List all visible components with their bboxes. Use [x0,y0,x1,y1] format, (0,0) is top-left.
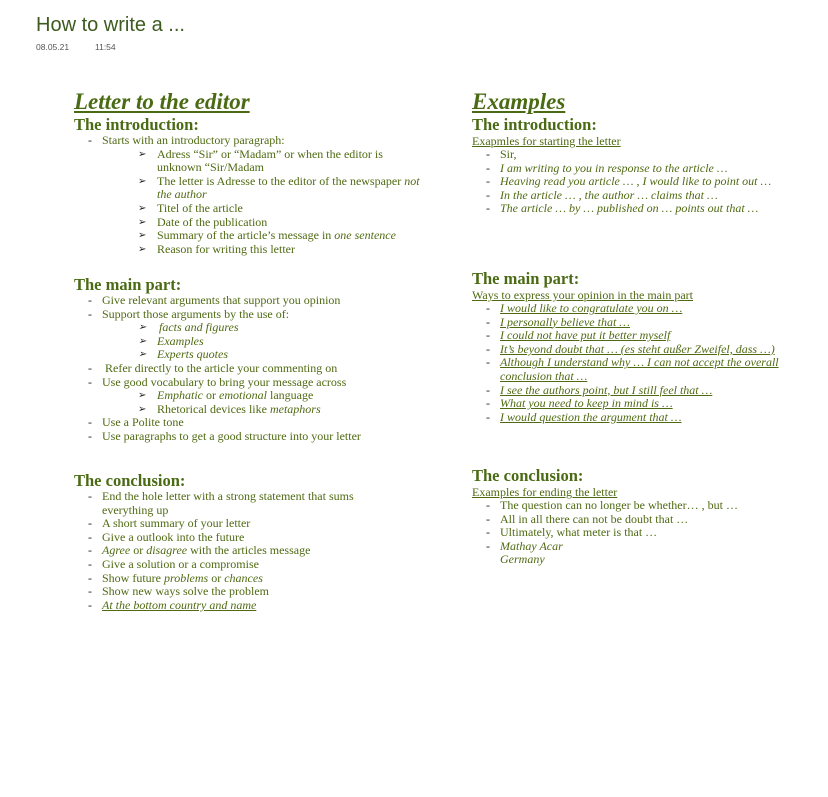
list-item: - I personally believe that … [472,316,817,330]
left-heading: Letter to the editor [74,89,250,114]
list-item [102,403,361,417]
list-item-emphasis: metaphors [269,401,321,416]
list-item: - I see the authors point, but I still feel that … [472,384,817,398]
list-item: - Use a Polite tone [74,416,361,430]
right-conclusion-title: The conclusion: [472,466,584,485]
page-time: 11:54 [95,42,116,52]
list-item: - I would question the argument that … [472,411,817,425]
right-main-title: The main part: [472,269,580,288]
list-item: - The article … by … published on … points out that … [472,202,771,216]
list-item: ➢ Reason for writing this letter [102,243,424,257]
list-item: ➢ Examples [102,335,361,349]
list-item-text: Support those arguments by the use of: [102,306,290,321]
list-item-text: Use good vocabulary to bring your message across [102,374,347,389]
right-intro-title: The introduction: [472,115,597,134]
list-item: - A short summary of your letter [74,517,374,531]
list-item-text: or [203,388,219,403]
list-item [102,389,361,403]
right-conclusion-subtitle: Examples for ending the letter [472,485,618,499]
list-item-text: or [208,570,225,585]
list-item-emphasis: not the author [157,173,420,202]
signature-country: Germany [500,552,545,567]
signature-name: - Mathay Acar [500,538,563,553]
list-item: - It’s beyond doubt that … (es steht außer Zweifel, dass …) [472,343,817,357]
list-item: - In the article … , the author … claims that … [472,189,771,203]
list-item: - Give relevant arguments that support you opinion [74,294,361,308]
left-conclusion-section [74,471,374,612]
page-date: 08.05.21 [36,42,70,52]
right-main-subtitle: Ways to express your opinion in the main part [472,288,693,302]
list-item-text: Summary of the article’s message in [157,228,335,243]
list-item-emphasis: Agree [102,543,131,558]
list-item: - Sir, [472,148,771,162]
list-item [102,229,424,243]
list-item: ➢ Adress “Sir” or “Madam” or when the editor is unknown “Sir/Madam [102,148,424,175]
list-item [102,175,424,202]
list-item-text: language [267,388,314,403]
list-item: - I am writing to you in response to the article … [472,162,771,176]
list-item: - Ultimately, what meter is that … [472,526,738,540]
list-item: - At the bottom country and name [74,599,374,613]
right-intro-subtitle: Exapmles for starting the letter [472,134,621,148]
left-intro-section [74,115,424,256]
list-item: - Refer directly to the article your commenting on [74,362,361,376]
right-column [472,88,822,567]
left-main-section [74,275,361,444]
list-item-emphasis: problems [164,570,209,585]
left-conclusion-title: The conclusion: [74,471,186,490]
list-item-text: Rhetorical devices like [157,401,270,416]
list-item-emphasis: emotional [219,388,267,403]
list-item [74,134,424,256]
list-item: - End the hole letter with a strong statement that sums everything up [74,490,374,517]
list-item: - I could not have put it better myself [472,329,817,343]
list-item: ➢ facts and figures [102,321,361,335]
list-item: - The question can no longer be whether… , but … [472,499,738,513]
list-item: - Give a solution or a compromise [74,558,374,572]
left-intro-title: The introduction: [74,115,199,134]
list-item [74,308,361,362]
left-main-title: The main part: [74,275,182,294]
left-column [74,88,424,612]
list-item-text: Show future [102,570,164,585]
list-item: - I would like to congratulate you on … [472,302,817,316]
list-item: - All in all there can not be doubt that … [472,513,738,527]
list-item: ➢ Date of the publication [102,216,424,230]
list-item-text: with the articles message [187,543,311,558]
right-main-section [472,269,817,424]
list-item-text: or [130,543,147,558]
list-item: - Use paragraphs to get a good structure into your letter [74,430,361,444]
list-item [74,572,374,586]
list-item-text: Starts with an introductory paragraph: [102,133,285,147]
right-heading: Examples [472,89,566,114]
list-item: - What you need to keep in mind is … [472,397,817,411]
page-title: How to write a ... [36,14,185,36]
list-item-emphasis: disagree [146,543,188,558]
list-item-emphasis: chances [224,570,263,585]
list-item: - Show new ways solve the problem [74,585,374,599]
list-item: ➢ Titel of the article [102,202,424,216]
list-item [472,540,738,567]
list-item: - Although I understand why … I can not accept the overall conclusion that … [472,356,817,383]
list-item: - Give a outlook into the future [74,531,374,545]
list-item: - Heaving read you article … , I would like to point out … [472,175,771,189]
right-conclusion-section [472,466,738,567]
list-item [74,544,374,558]
list-item-text: The letter is Adresse to the editor of the newspaper [157,173,405,188]
right-intro-section [472,115,771,216]
list-item: ➢ Experts quotes [102,348,361,362]
list-item-emphasis: Emphatic [157,388,203,403]
list-item-emphasis: one sentence [334,228,396,243]
list-item [74,376,361,417]
